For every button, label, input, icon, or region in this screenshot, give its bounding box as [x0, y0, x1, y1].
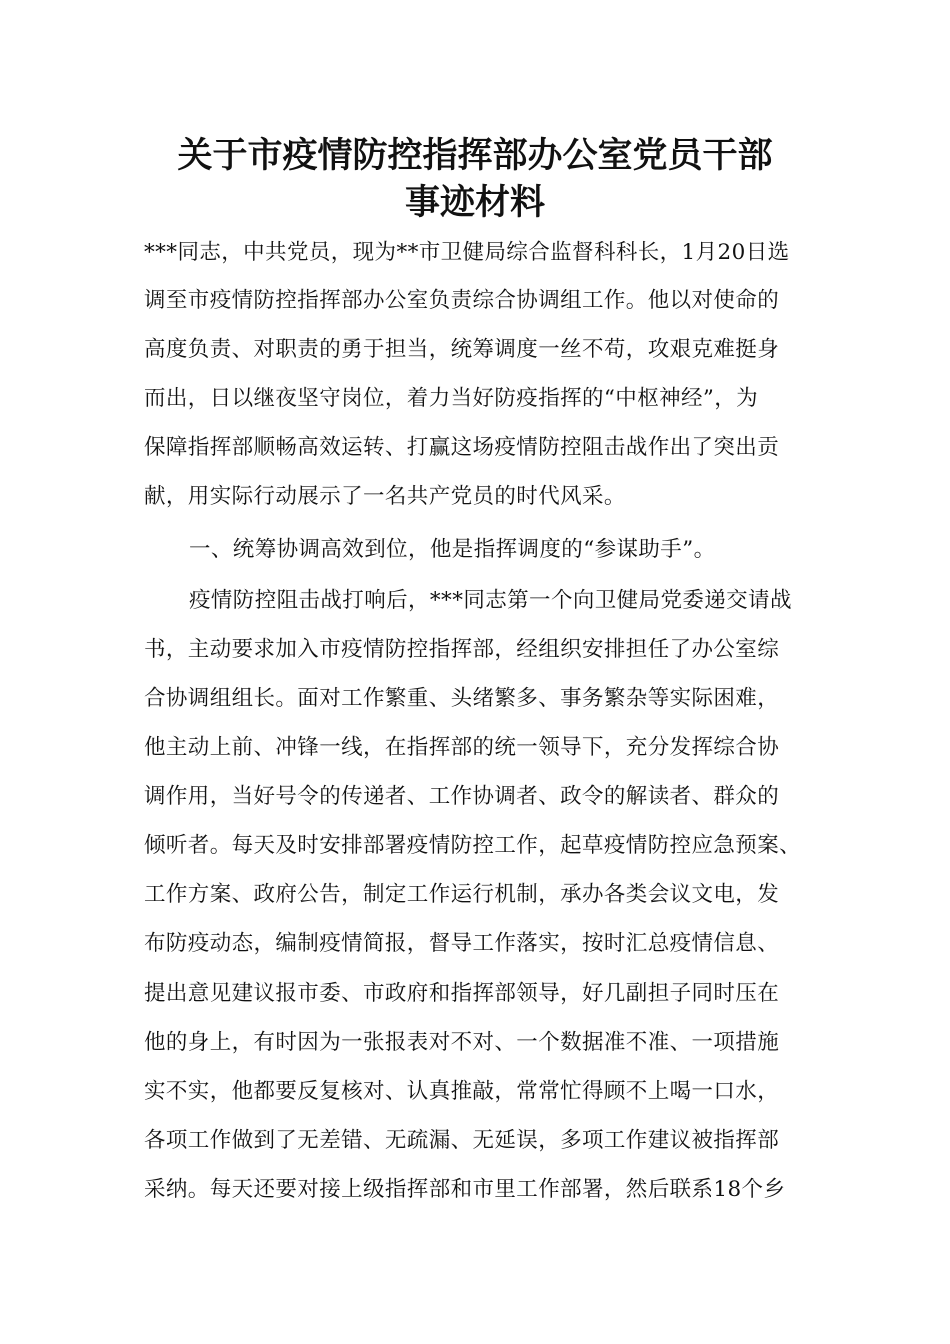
body-text-line: 采纳。每天还要对接上级指挥部和市里工作部署，然后联系18个乡 [144, 1177, 786, 1202]
body-text-line: 保障指挥部顺畅高效运转、打赢这场疫情防控阻击战作出了突出贡 [144, 435, 780, 460]
body-text-line: 实不实，他都要反复核对、认真推敲，常常忙得顾不上喝一口水， [144, 1079, 780, 1104]
body-text-line: ***同志，中共党员，现为**市卫健局综合监督科科长，1月20日选 [144, 240, 790, 265]
body-text-line: 疫情防控阻击战打响后，***同志第一个向卫健局党委递交请战 [189, 588, 792, 613]
body-text-line: 献，用实际行动展示了一名共产党员的时代风采。 [144, 484, 626, 509]
body-text-line: 调作用，当好号令的传递者、工作协调者、政令的解读者、群众的 [144, 784, 780, 809]
body-text-line: 调至市疫情防控指挥部办公室负责综合协调组工作。他以对使命的 [144, 288, 780, 313]
document-title-line-2: 事迹材料 [404, 183, 545, 223]
body-text-line: 倾听者。每天及时安排部署疫情防控工作，起草疫情防控应急预案、 [144, 833, 802, 858]
body-text-line: 工作方案、政府公告，制定工作运行机制，承办各类会议文电，发 [144, 882, 780, 907]
section-heading: 一、统筹协调高效到位，他是指挥调度的“参谋助手”。 [189, 537, 716, 562]
body-text-line: 书，主动要求加入市疫情防控指挥部，经组织安排担任了办公室综 [144, 637, 780, 662]
body-text-line: 提出意见建议报市委、市政府和指挥部领导，好几副担子同时压在 [144, 981, 780, 1006]
document-title-line-1: 关于市疫情防控指挥部办公室党员干部 [177, 136, 773, 176]
body-text-line: 而出，日以继夜坚守岗位，着力当好防疫指挥的“中枢神经”，为 [144, 386, 759, 411]
body-text-line: 布防疫动态，编制疫情简报，督导工作落实，按时汇总疫情信息、 [144, 931, 780, 956]
body-text-line: 合协调组组长。面对工作繁重、头绪繁多、事务繁杂等实际困难， [144, 686, 780, 711]
body-text-line: 高度负责、对职责的勇于担当，统筹调度一丝不苟，攻艰克难挺身 [144, 337, 780, 362]
body-text-line: 他的身上，有时因为一张报表对不对、一个数据准不准、一项措施 [144, 1030, 780, 1055]
body-text-line: 各项工作做到了无差错、无疏漏、无延误，多项工作建议被指挥部 [144, 1128, 780, 1153]
body-text-line: 他主动上前、冲锋一线，在指挥部的统一领导下，充分发挥综合协 [144, 735, 780, 760]
